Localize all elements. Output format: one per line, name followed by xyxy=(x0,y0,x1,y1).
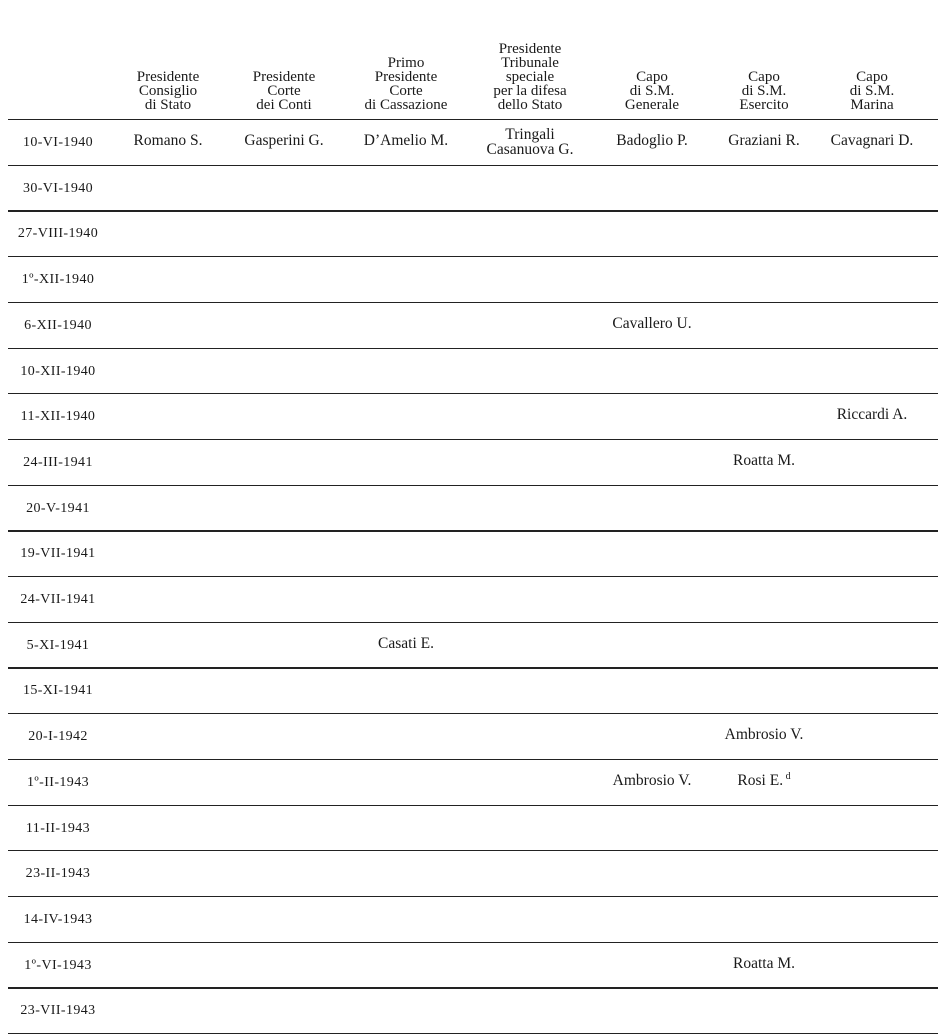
column-header-line: Marina xyxy=(850,97,894,113)
row-divider xyxy=(8,256,938,257)
column-header-tribunale_speciale xyxy=(465,0,595,112)
cell-sm_esercito xyxy=(709,727,819,743)
column-header-line: speciale xyxy=(505,69,555,85)
row-date: 20-I-1942 xyxy=(28,729,88,745)
row-divider xyxy=(8,530,938,531)
row-date: 24-VII-1941 xyxy=(20,592,96,607)
cell-line: Casanuova G. xyxy=(486,141,574,158)
cell-text: Riccardi A. xyxy=(836,406,908,424)
cell-sm_marina xyxy=(812,407,932,423)
column-header-line: Primo xyxy=(387,55,425,71)
row-divider xyxy=(8,348,938,349)
cell-text: Badoglio P. xyxy=(616,132,688,149)
cell-sm_generale xyxy=(597,773,707,789)
cell-text: Gasperini G. xyxy=(244,132,324,149)
row-date: 14-IV-1943 xyxy=(23,911,93,927)
row-date: 23-VII-1943 xyxy=(20,1003,96,1019)
cell-cassazione xyxy=(341,133,471,149)
cell-line: Tringali xyxy=(505,126,555,143)
row-date: 23-II-1943 xyxy=(25,866,91,882)
cell-text: Graziani R. xyxy=(728,132,800,149)
row-date: 1º-II-1943 xyxy=(27,774,89,790)
row-divider xyxy=(8,759,938,760)
cell-text: Casati E. xyxy=(378,634,434,652)
row-date: 27-VIII-1940 xyxy=(17,226,99,242)
row-date: 30-VI-1940 xyxy=(22,180,94,196)
row-divider xyxy=(8,302,938,303)
column-header-line: Tribunale xyxy=(501,55,559,71)
column-header-line: dei Conti xyxy=(256,97,312,113)
row-divider xyxy=(8,485,938,486)
row-divider xyxy=(8,805,938,806)
column-header-line: Presidente xyxy=(374,69,438,85)
column-header-line: Capo xyxy=(636,69,668,85)
row-divider xyxy=(8,119,938,120)
row-date: 6-XII-1940 xyxy=(24,317,92,333)
column-header-sm_generale xyxy=(597,0,707,112)
cell-sm_esercito xyxy=(709,133,819,149)
column-header-line: Corte xyxy=(267,83,301,99)
row-divider xyxy=(8,987,938,988)
footnote-marker: d xyxy=(783,770,791,782)
row-date: 20-V-1941 xyxy=(26,500,90,516)
cell-corte_conti xyxy=(229,133,339,149)
column-header-line: Capo xyxy=(748,69,780,85)
row-divider xyxy=(8,713,938,714)
cell-text: Cavallero U. xyxy=(612,314,692,332)
cell-text: Ambrosio V. xyxy=(724,726,804,744)
column-header-line: dello Stato xyxy=(497,97,563,113)
row-date: 1º-VI-1943 xyxy=(24,957,92,973)
column-header-line: Consiglio xyxy=(138,83,198,99)
row-divider xyxy=(8,439,938,440)
row-divider xyxy=(8,210,938,211)
row-date: 15-XI-1941 xyxy=(22,683,94,699)
column-header-line: per la difesa xyxy=(493,83,567,99)
cell-sm_esercito xyxy=(709,956,819,972)
column-header-line: Esercito xyxy=(739,97,789,113)
row-divider xyxy=(8,667,938,668)
cell-text: Rosi E. xyxy=(737,771,784,789)
column-header-line: Capo xyxy=(856,69,888,85)
cell-tribunale_speciale xyxy=(465,127,595,157)
cell-text: D’Amelio M. xyxy=(363,132,449,149)
cell-text: Romano S. xyxy=(133,132,203,149)
row-date: 11-II-1943 xyxy=(25,820,91,836)
row-date: 5-XI-1941 xyxy=(26,637,90,653)
cell-sm_generale xyxy=(597,316,707,332)
cell-text: Ambrosio V. xyxy=(612,771,692,789)
column-header-line: Generale xyxy=(624,97,680,113)
row-divider xyxy=(8,896,938,897)
column-header-line: di S.M. xyxy=(629,83,675,99)
cell-consiglio_stato xyxy=(113,133,223,149)
row-date: 19-VII-1941 xyxy=(20,546,96,562)
row-date: 1º-XII-1940 xyxy=(21,272,95,288)
row-divider xyxy=(8,942,938,943)
row-date: 10-VI-1940 xyxy=(22,135,94,150)
column-header-sm_esercito xyxy=(709,0,819,112)
row-date: 11-XII-1940 xyxy=(20,409,96,425)
row-divider xyxy=(8,576,938,577)
column-header-line: di S.M. xyxy=(741,83,787,99)
row-divider xyxy=(8,165,938,166)
column-header-line: Presidente xyxy=(498,41,562,57)
column-header-line: di S.M. xyxy=(849,83,895,99)
cell-text: Roatta M. xyxy=(733,451,795,469)
row-divider xyxy=(8,850,938,851)
column-header-line: di Stato xyxy=(144,97,192,113)
cell-cassazione xyxy=(341,636,471,652)
row-date: 24-III-1941 xyxy=(23,454,93,470)
column-header-cassazione xyxy=(341,0,471,112)
column-header-line: Corte xyxy=(389,83,423,99)
column-header-sm_marina xyxy=(812,0,932,112)
cell-sm_esercito xyxy=(709,453,819,469)
column-header-consiglio_stato xyxy=(113,0,223,112)
column-header-line: Presidente xyxy=(252,69,316,85)
cell-sm_esercito xyxy=(709,770,819,789)
cell-sm_generale xyxy=(597,133,707,149)
row-divider xyxy=(8,622,938,623)
column-header-line: Presidente xyxy=(136,69,200,85)
cell-text: Cavagnari D. xyxy=(830,132,914,149)
row-divider xyxy=(8,393,938,394)
column-header-line: di Cassazione xyxy=(364,97,448,113)
cell-text: Roatta M. xyxy=(733,954,795,972)
column-header-corte_conti xyxy=(229,0,339,112)
row-date: 10-XII-1940 xyxy=(20,363,96,379)
cell-sm_marina xyxy=(812,133,932,149)
